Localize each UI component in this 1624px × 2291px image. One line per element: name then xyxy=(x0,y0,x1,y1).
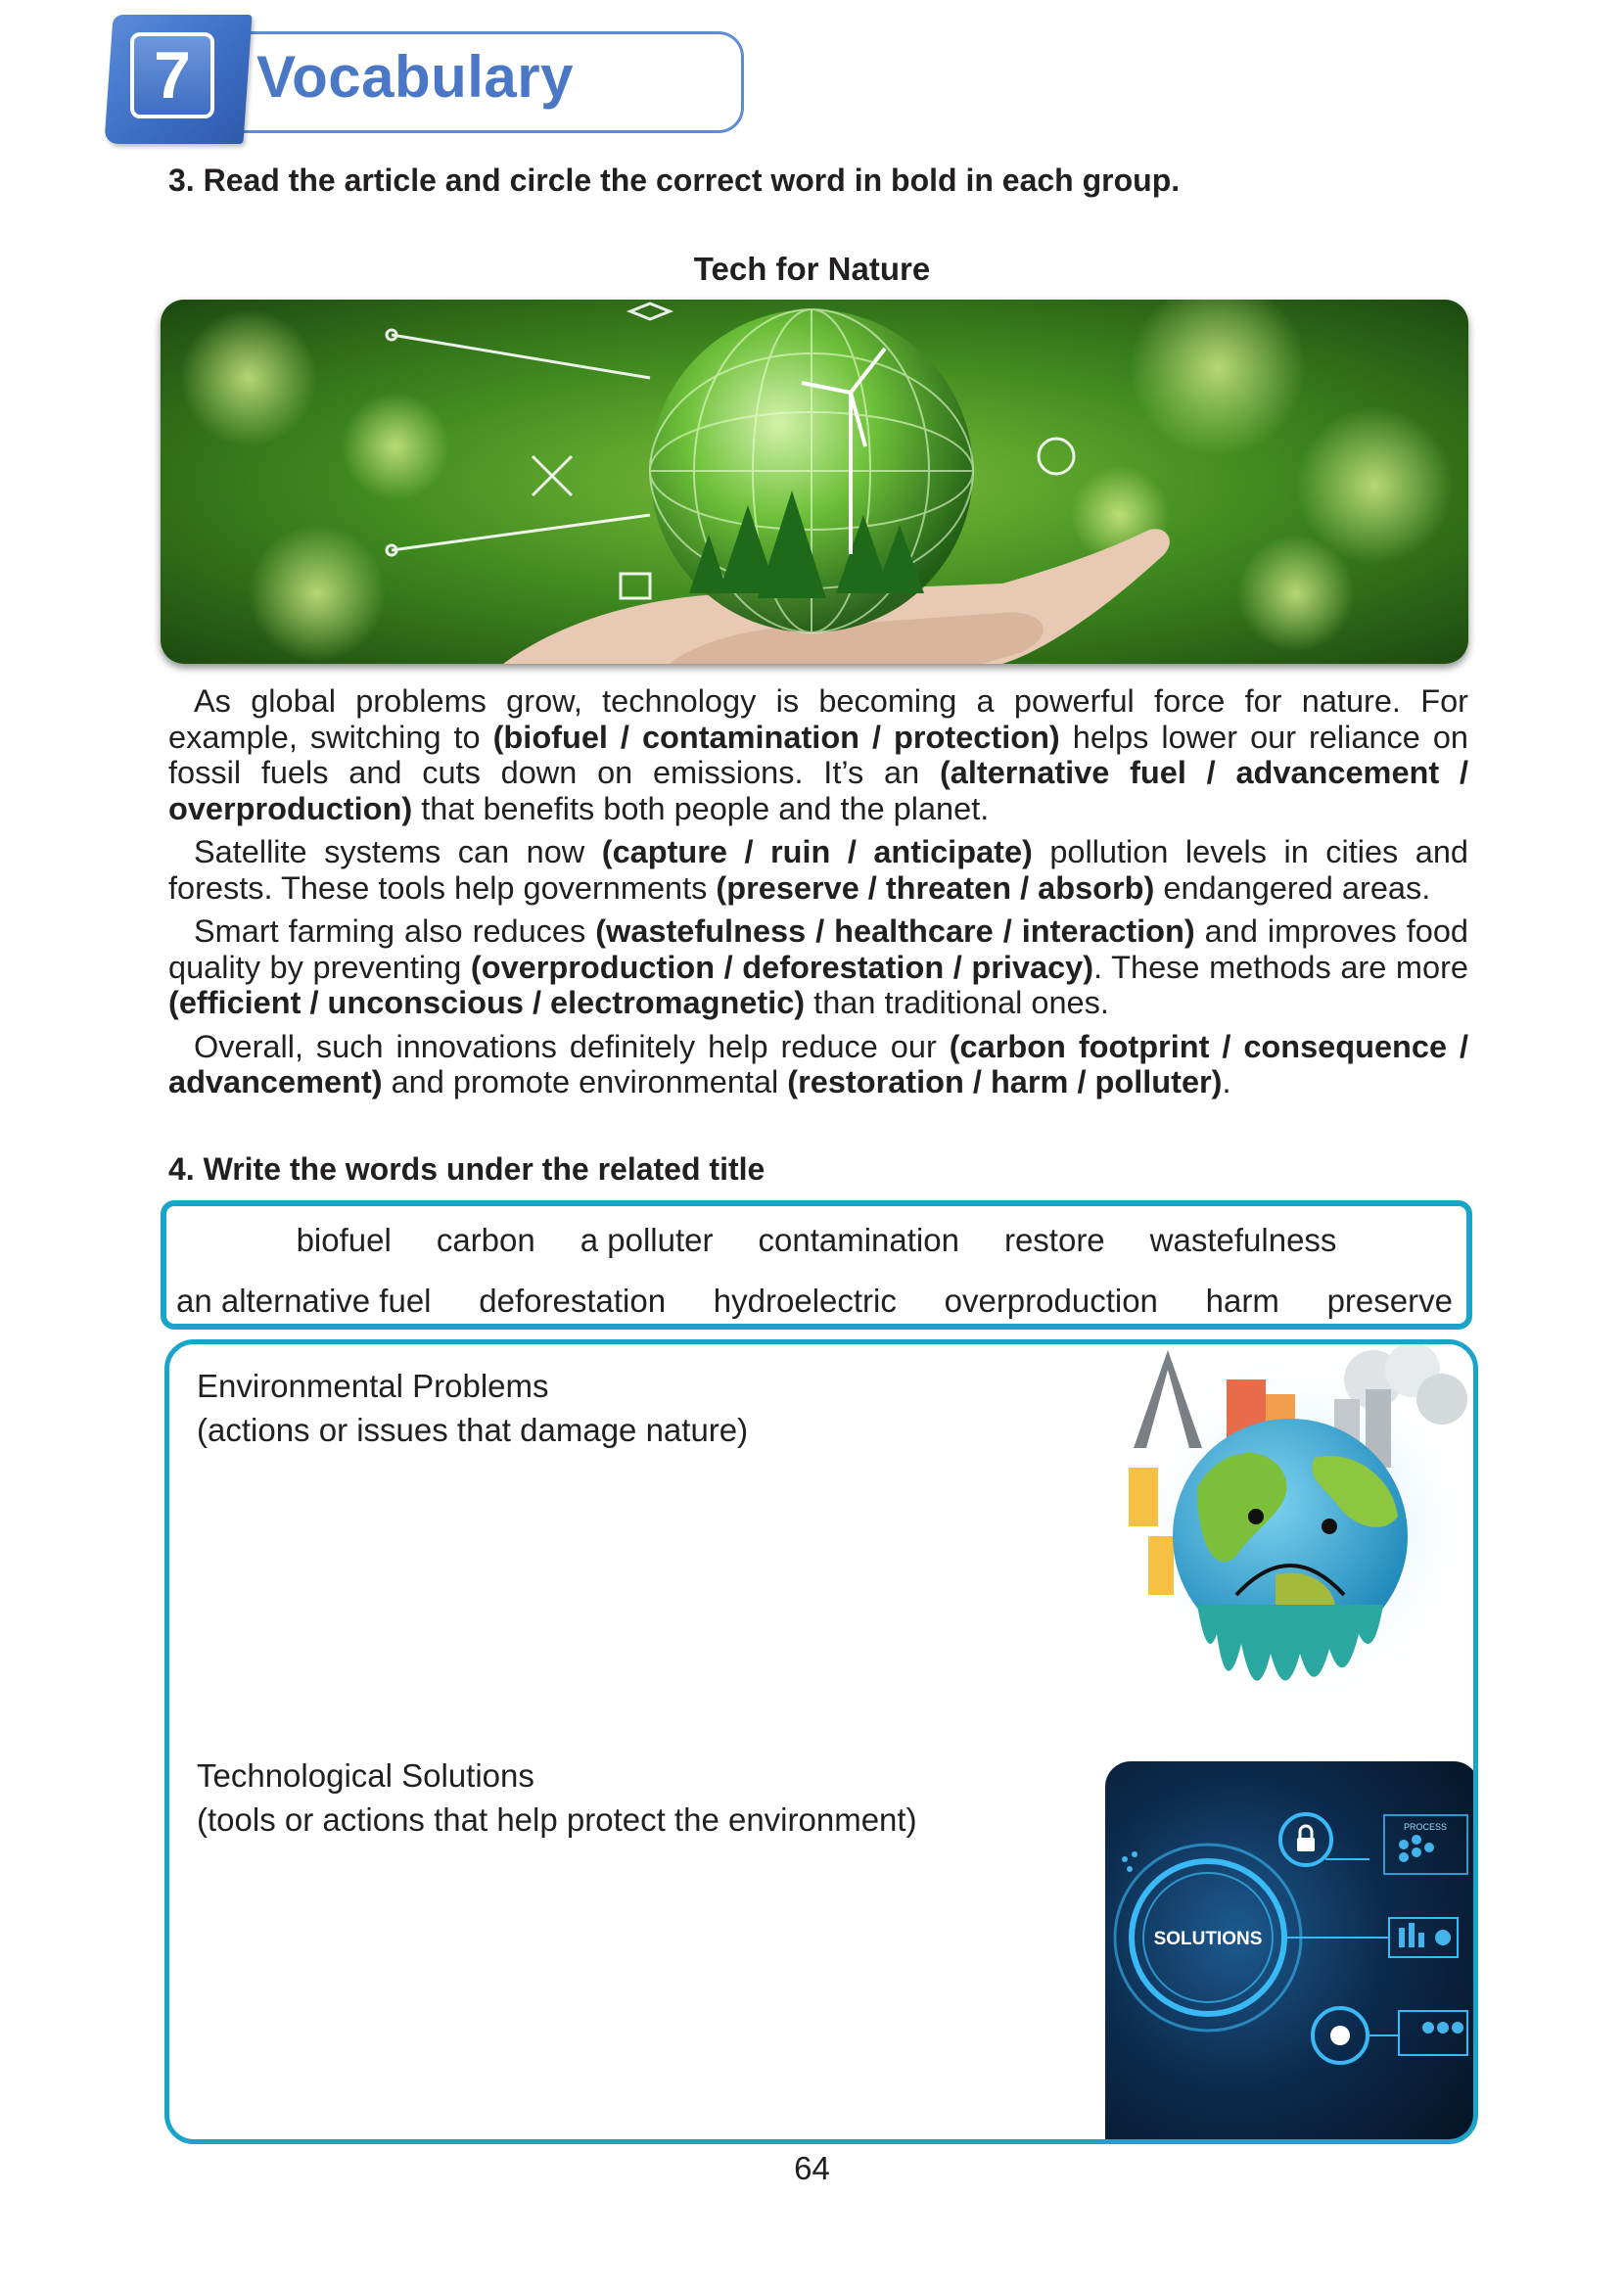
word-bank xyxy=(161,1200,1472,1330)
word-choice-group[interactable]: (biofuel / contamination / protection) xyxy=(492,719,1060,755)
word-bank-item[interactable]: an alternative fuel xyxy=(176,1283,432,1319)
process-label: PROCESS xyxy=(1403,1822,1448,1832)
word-bank-item[interactable]: contamination xyxy=(758,1222,959,1258)
word-bank-row-1 xyxy=(166,1222,1466,1259)
word-bank-item[interactable]: deforestation xyxy=(479,1283,667,1319)
word-bank-item[interactable]: harm xyxy=(1205,1283,1279,1319)
word-bank-item[interactable]: carbon xyxy=(436,1222,535,1258)
article-text-run: than traditional ones. xyxy=(805,985,1109,1020)
article-text-run: that benefits both people and the planet. xyxy=(412,790,990,826)
article-paragraph-3 xyxy=(168,913,1468,1021)
answer-area[interactable] xyxy=(164,1339,1478,2144)
word-choice-group[interactable]: (preserve / threaten / absorb) xyxy=(716,869,1155,906)
word-choice-group[interactable]: (capture / ruin / anticipate) xyxy=(601,834,1033,869)
word-choice-group[interactable]: (carbon footprint / consequence / advancement) xyxy=(168,1028,1468,1099)
category-title-solutions: Technological Solutions xyxy=(197,1757,534,1794)
article-text-run: endangered areas. xyxy=(1154,869,1431,906)
word-bank-item[interactable]: wastefulness xyxy=(1149,1222,1337,1258)
sad-earth-illustration xyxy=(1109,1340,1478,1722)
word-bank-item[interactable]: restore xyxy=(1003,1222,1105,1258)
word-choice-group[interactable]: (efficient / unconscious / electromagnetic) xyxy=(168,985,806,1020)
article-text-run: helps lower our reliance on fossil fuels and cuts down on emissions. It’s an xyxy=(168,719,1468,790)
word-bank-row-2 xyxy=(166,1283,1466,1320)
article-text-run: As global problems grow, technology is becoming a powerful force for nature. For example, switching to xyxy=(168,683,1468,755)
article-paragraph-4 xyxy=(168,1029,1468,1100)
word-choice-group[interactable]: (restoration / harm / polluter) xyxy=(787,1064,1223,1099)
word-choice-group[interactable]: (overproduction / deforestation / privacy) xyxy=(470,949,1094,985)
article-text-run: Overall, such innovations definitely help reduce our xyxy=(194,1028,950,1064)
page-number: 64 xyxy=(794,2150,830,2186)
word-bank-item[interactable]: biofuel xyxy=(296,1222,392,1258)
article-text-run: . These methods are more xyxy=(1093,949,1468,985)
category-description-problems: (actions or issues that damage nature) xyxy=(197,1412,749,1448)
page-title: Vocabulary xyxy=(256,44,575,110)
article-text-run: and promote environmental xyxy=(382,1064,788,1099)
word-choice-group[interactable]: (wastefulness / healthcare / interaction) xyxy=(595,913,1195,949)
article-text-run: pollution levels in cities and forests. These tools help governments xyxy=(168,834,1468,906)
word-bank-item[interactable]: overproduction xyxy=(944,1283,1158,1319)
article-paragraph-2 xyxy=(168,834,1468,906)
word-choice-group[interactable]: (alternative fuel / advancement / overproduction) xyxy=(168,755,1468,826)
article-text-run: . xyxy=(1222,1064,1231,1099)
article-text-run: Satellite systems can now xyxy=(194,834,602,869)
unit-number: 7 xyxy=(130,32,214,118)
exercise-4-instruction: 4. Write the words under the related title xyxy=(168,1151,766,1187)
globe-in-hand-image xyxy=(161,300,1468,664)
article-text-run: Smart farming also reduces xyxy=(194,913,596,949)
solutions-label: SOLUTIONS xyxy=(1153,1929,1263,1949)
word-bank-item[interactable]: hydroelectric xyxy=(713,1283,897,1319)
word-bank-item[interactable]: a polluter xyxy=(580,1222,714,1258)
article-paragraph-1 xyxy=(168,683,1468,826)
word-bank-item[interactable]: preserve xyxy=(1326,1283,1453,1319)
solutions-tech-illustration xyxy=(1105,1761,1478,2144)
article-photo xyxy=(161,300,1468,664)
category-description-solutions: (tools or actions that help protect the environment) xyxy=(197,1801,917,1838)
category-title-problems: Environmental Problems xyxy=(197,1368,549,1404)
article-text xyxy=(168,683,1468,1108)
article-title: Tech for Nature xyxy=(693,251,931,287)
article-text-run: and improves food quality by preventing xyxy=(168,913,1468,985)
exercise-3-instruction: 3. Read the article and circle the correct word in bold in each group. xyxy=(168,163,1181,198)
